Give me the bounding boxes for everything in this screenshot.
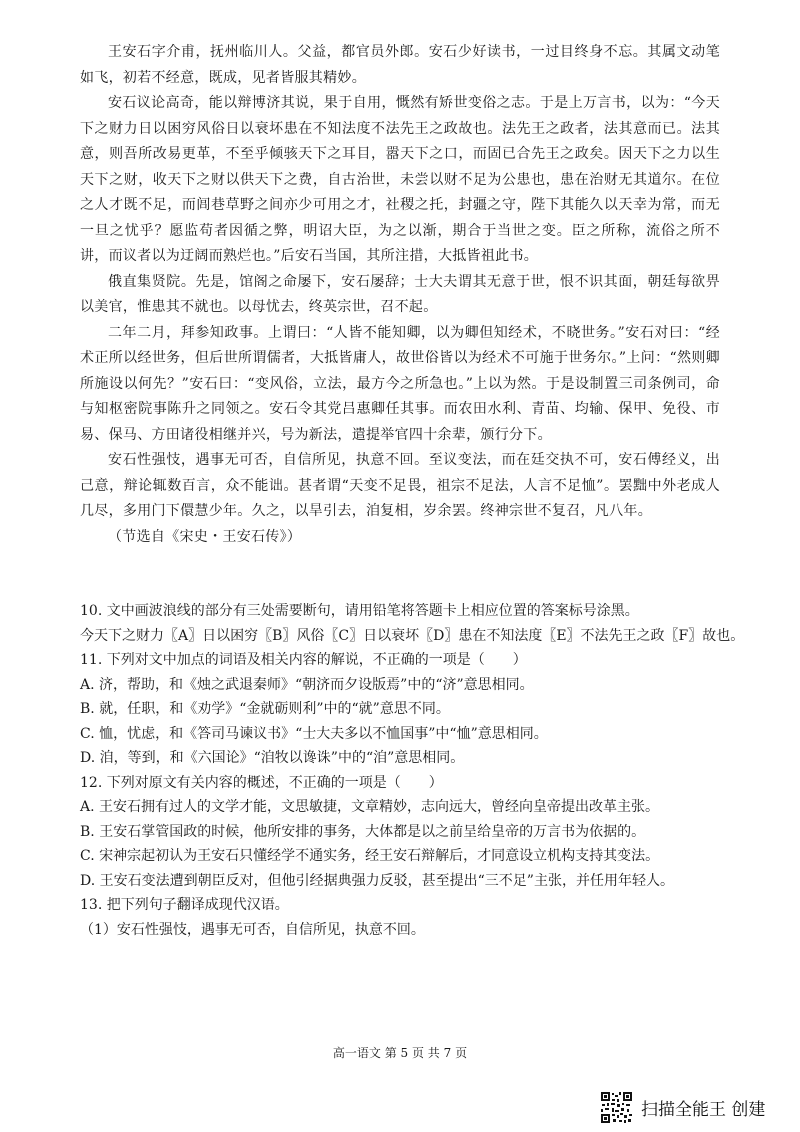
- question-11-option-a: A. 济，帮助，和《烛之武退秦师》“朝济而夕设版焉”中的“济”意思相同。: [80, 676, 534, 693]
- question-12: 12. 下列对原文有关内容的概述，不正确的一项是（ ）: [80, 774, 443, 791]
- question-12-option-a: A. 王安石拥有过人的文学才能，文思敏捷，文章精妙，志向远大，曾经向皇帝提出改革主张。: [80, 799, 660, 815]
- question-section: [80, 599, 745, 942]
- question-11: 11. 下列对文中加点的词语及相关内容的解说，不正确的一项是（ ）: [80, 652, 527, 668]
- question-11-option-c: C. 恤，忧虑，和《答司马谏议书》“士大夫多以不恤国事”中“恤”意思相同。: [80, 725, 548, 742]
- page-footer: 高一语文 第 5 页 共 7 页: [332, 1046, 468, 1060]
- passage-source: （节选自《宋史・王安石传》）: [108, 528, 302, 545]
- passage-paragraph: 二年二月，拜参知政事。上谓曰：“人皆不能知卿，以为卿但知经术，不晓世务。”安石对曰：“经术正所以经世务，但后世所谓儒者，大抵皆庸人，故世俗皆以为经术不可施于世务尔。”上问：“然则卿所施设以何先？”安石曰：“变风俗，立法，最方今之所急也。”上以为然。于是设制置三司条例司，命与知枢密院事陈升之同领之。安石令其党吕惠卿任其事。而农田水利、青苗、均输、保甲、免役、市易、保马、方田诸役相继并兴，号为新法，遣提举官四十余辈，颁行分下。: [80, 324, 720, 443]
- question-12-option-d: D. 王安石变法遭到朝臣反对，但他引经据典强力反驳，甚至提出“三不足”主张，并任用年轻人。: [80, 872, 674, 889]
- passage-paragraph: 安石议论高奇，能以辩博济其说，果于自用，慨然有矫世变俗之志。于是上万言书，以为：“今天下之财力日以困穷风俗日以衰坏患在不知法度不法先王之政故也。法先王之政者，法其意而已。法其意，则吾所改易更革，不至乎倾骇天下之耳目，嚣天下之口，而固已合先王之政矣。因天下之力以生天下之财，收天下之财以供天下之费，自古治世，未尝以财不足为公患也，患在治财无其道尔。在位之人才既不足，而闾巷草野之间亦少可用之才，社稷之托，封疆之守，陛下其能久以天幸为常，而无一旦之忧乎？愿监苟者因循之弊，明诏大臣，为之以渐，期合于当世之变。臣之所称，流俗之所不讲，而议者以为迂阔而熟烂也。”后安石当国，其所注措，大抵皆祖此书。: [80, 95, 720, 264]
- question-13-item-1: （1）安石性强忮，遇事无可否，自信所见，执意不回。: [80, 921, 425, 938]
- question-12-option-b: B. 王安石掌管国政的时候，他所安排的事务，大体都是以之前呈给皇帝的万言书为依据的。: [80, 823, 646, 840]
- scanner-label: 扫描全能王 创建: [641, 1099, 766, 1120]
- question-10-text: 今天下之财力〖A〗日以困穷〖B〗风俗〖C〗日以衰坏〖D〗患在不知法度〖E〗不法先王之政〖F〗故也。: [80, 627, 745, 644]
- passage-paragraph: 俄直集贤院。先是，馆阁之命屡下，安石屡辞；士大夫谓其无意于世，恨不识其面，朝廷每欲畀以美官，惟患其不就也。以母忧去，终英宗世，召不起。: [80, 273, 720, 315]
- question-10: 10. 文中画波浪线的部分有三处需要断句，请用铅笔将答题卡上相应位置的答案标号涂黑。: [80, 603, 639, 619]
- classical-passage: [80, 40, 720, 550]
- question-13: 13. 把下列句子翻译成现代汉语。: [80, 897, 289, 913]
- question-11-option-d: D. 洎，等到，和《六国论》“洎牧以谗诛”中的“洎”意思相同。: [80, 750, 465, 766]
- passage-paragraph: 王安石字介甫，抚州临川人。父益，都官员外郎。安石少好读书，一过目终身不忘。其属文动笔如飞，初若不经意，既成，见者皆服其精妙。: [80, 44, 720, 86]
- qr-code-icon: [600, 1091, 633, 1124]
- passage-paragraph: 安石性强忮，遇事无可否，自信所见，执意不回。至议变法，而在廷交执不可，安石傅经义，出己意，辩论辄数百言，众不能诎。甚者谓“天变不足畏，祖宗不足法，人言不足恤”。罢黜中外老成人几尽，多用门下儇慧少年。久之，以旱引去，洎复相，岁余罢。终神宗世不复召，凡八年。: [80, 452, 720, 519]
- question-12-option-c: C. 宋神宗起初认为王安石只懂经学不通实务，经王安石辩解后，才同意设立机构支持其变法。: [80, 848, 660, 864]
- question-11-option-b: B. 就，任职，和《劝学》“金就砺则利”中的“就”意思不同。: [80, 701, 450, 717]
- scanner-watermark: [600, 1087, 790, 1127]
